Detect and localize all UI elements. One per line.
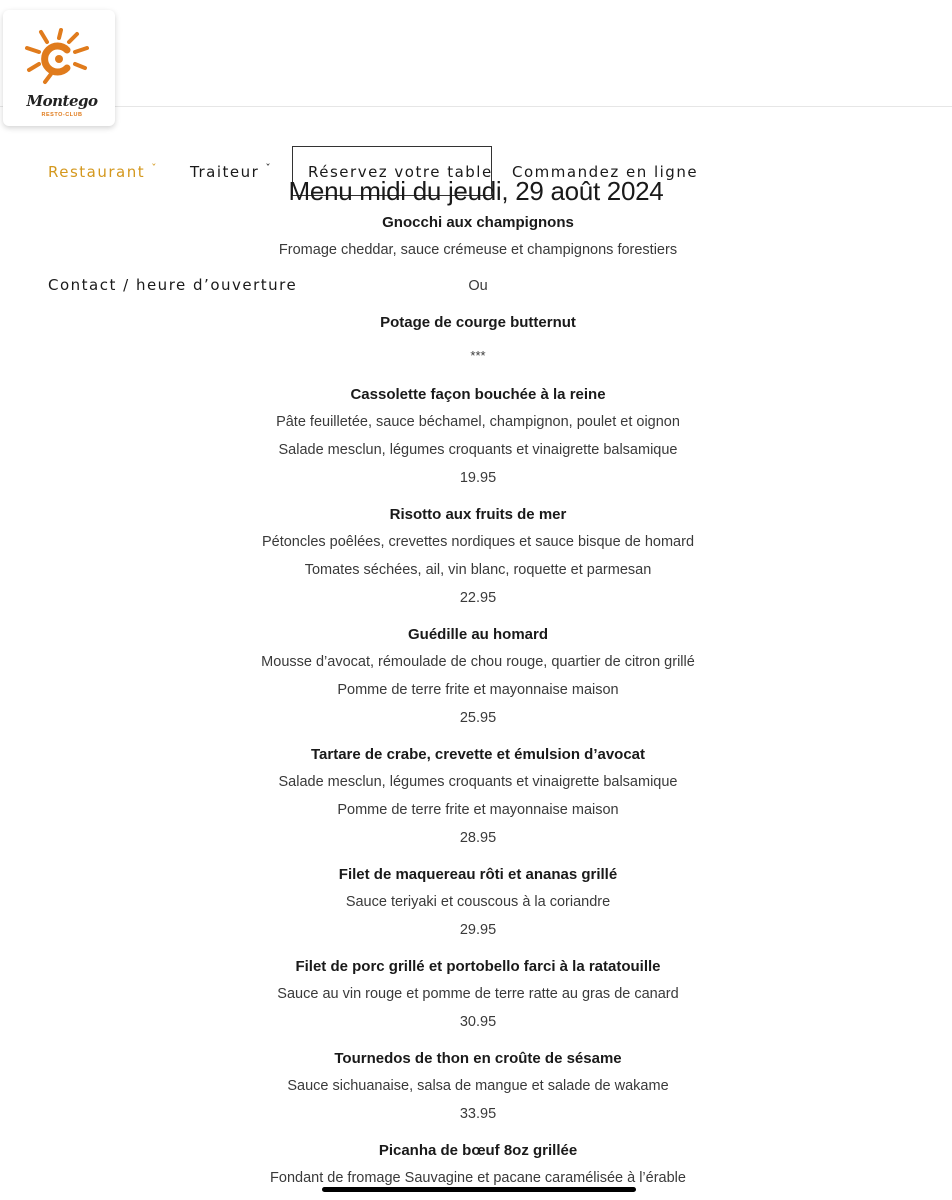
soup-name: Gnocchi aux champignons — [382, 214, 574, 231]
dish-name: Picanha de bœuf 8oz grillée — [378, 1142, 578, 1159]
dish-name: Tournedos de thon en croûte de sésame — [334, 1050, 622, 1067]
dish-price: 33.95 — [459, 1106, 497, 1122]
dish-price: 22.95 — [459, 590, 497, 606]
dish-name: Risotto aux fruits de mer — [389, 506, 567, 523]
brand-name: Montego — [26, 92, 98, 110]
dish-name: Guédille au homard — [407, 626, 549, 643]
nav-restaurant-label: Restaurant — [48, 163, 146, 181]
or-separator: Ou — [468, 278, 488, 294]
chevron-down-icon: ˇ — [265, 162, 273, 175]
dish-description: Salade mesclun, légumes croquants et vinaigrette balsamique — [278, 442, 678, 458]
dish-name: Cassolette façon bouchée à la reine — [350, 386, 606, 403]
header-divider — [0, 106, 952, 107]
nav-traiteur-label: Traiteur — [190, 163, 260, 181]
dish-price: 25.95 — [459, 710, 497, 726]
dish-description: Pétoncles poêlées, crevettes nordiques et sauce bisque de homard — [261, 534, 695, 550]
dish-name: Filet de maquereau rôti et ananas grillé — [338, 866, 618, 883]
dish-description: Pomme de terre frite et mayonnaise maison — [337, 802, 619, 818]
home-indicator[interactable] — [322, 1187, 636, 1192]
section-separator: *** — [470, 348, 486, 363]
dish-description: Fondant de fromage Sauvagine et pacane caramélisée à l’érable — [270, 1170, 686, 1186]
dish-description: Sauce au vin rouge et pomme de terre ratte au gras de canard — [277, 986, 679, 1002]
dish-price: 28.95 — [459, 830, 497, 846]
logo-link[interactable] — [3, 10, 115, 126]
nav-reserve[interactable]: Réservez votre table — [308, 163, 493, 181]
dish-description: Pomme de terre frite et mayonnaise maison — [337, 682, 619, 698]
dish-description: Tomates séchées, ail, vin blanc, roquette et parmesan — [304, 562, 652, 578]
dish-description: Sauce teriyaki et couscous à la coriandre — [345, 894, 611, 910]
dish-description: Salade mesclun, légumes croquants et vinaigrette balsamique — [278, 774, 678, 790]
brand-tagline: RESTO-CLUB — [41, 112, 83, 118]
nav-contact[interactable]: Contact / heure d’ouverture — [48, 276, 298, 294]
soup-description: Fromage cheddar, sauce crémeuse et champignons forestiers — [278, 242, 678, 258]
dish-description: Mousse d’avocat, rémoulade de chou rouge, quartier de citron grillé — [261, 654, 695, 670]
dish-name: Filet de porc grillé et portobello farci à la ratatouille — [295, 958, 661, 975]
dish-description: Sauce sichuanaise, salsa de mangue et salade de wakame — [287, 1078, 669, 1094]
soup-alternative: Potage de courge butternut — [380, 314, 576, 331]
nav-order-online[interactable]: Commandez en ligne — [512, 163, 699, 181]
chevron-down-icon: ˇ — [151, 162, 159, 175]
page-title: Menu midi du jeudi, 29 août 2024 — [288, 176, 664, 206]
dish-name: Tartare de crabe, crevette et émulsion d’avocat — [310, 746, 646, 763]
dish-description: Pâte feuilletée, sauce béchamel, champignon, poulet et oignon — [276, 414, 680, 430]
dish-price: 29.95 — [459, 922, 497, 938]
dish-price: 30.95 — [459, 1014, 497, 1030]
dish-price: 19.95 — [459, 470, 497, 486]
